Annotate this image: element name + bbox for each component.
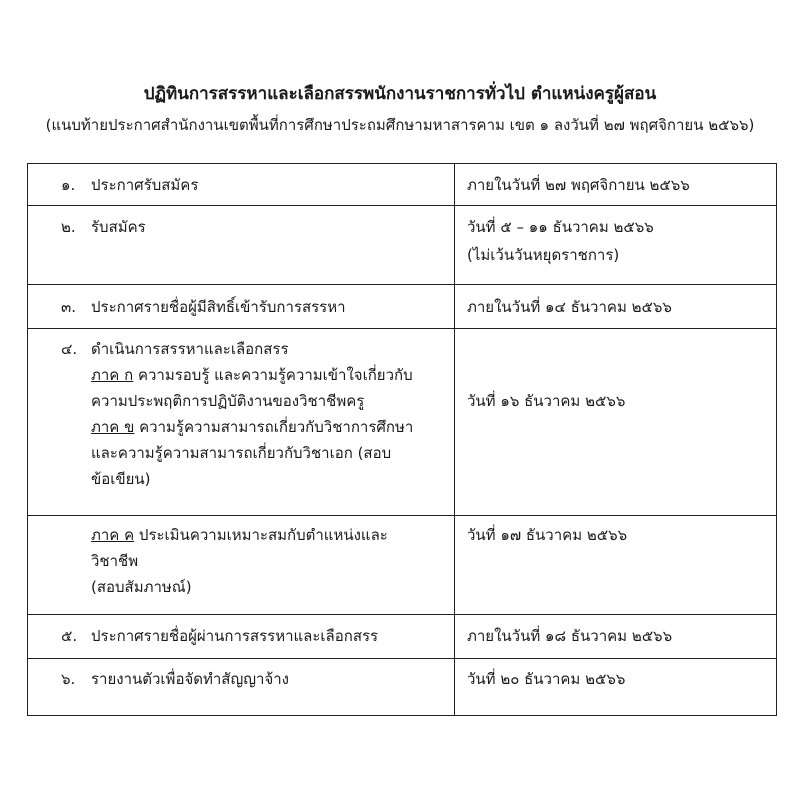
date-cell: [455, 329, 777, 516]
date-text: วันที่ ๒๐ ธันวาคม ๒๕๖๖: [467, 670, 626, 688]
date-text: วันที่ ๑๗ ธันวาคม ๒๕๖๖: [467, 526, 628, 544]
row-number: ๒.: [61, 218, 76, 236]
activity-label: รายงานตัวเพื่อจัดทำสัญญาจ้าง: [91, 670, 289, 688]
part-c-line: [91, 522, 451, 548]
part-c-text-2: วิชาชีพ: [91, 552, 139, 570]
activity-label: ประกาศรายชื่อผู้มีสิทธิ์เข้ารับการสรรหา: [91, 298, 346, 316]
row-number: ๑.: [61, 176, 76, 194]
part-a-line: [91, 362, 451, 388]
part-b-tag: ภาค ข: [91, 418, 135, 436]
table-row: [28, 516, 777, 615]
date-text: วันที่ ๑๖ ธันวาคม ๒๕๖๖: [467, 392, 626, 410]
date-cell: [455, 659, 777, 716]
date-cell: [455, 285, 777, 329]
activity-cell: [28, 659, 455, 716]
page-subtitle: (แนบท้ายประกาศสำนักงานเขตพื้นที่การศึกษาประถมศึกษามหาสารคาม เขต ๑ ลงวันที่ ๒๗ พฤศจิกายน ๒๕๖๖): [45, 116, 755, 134]
date-cell: [455, 615, 777, 659]
activity-label: ประกาศรายชื่อผู้ผ่านการสรรหาและเลือกสรร: [91, 627, 379, 645]
date-note: (ไม่เว้นวันหยุดราชการ): [467, 246, 620, 264]
row-number: ๓.: [61, 298, 77, 316]
activity-label: รับสมัคร: [91, 218, 146, 236]
date-text: ภายในวันที่ ๒๗ พฤศจิกายน ๒๕๖๖: [467, 176, 690, 194]
part-b-line: [91, 414, 451, 440]
activity-label: ประกาศรับสมัคร: [91, 176, 199, 194]
date-text: วันที่ ๕ – ๑๑ ธันวาคม ๒๕๖๖: [467, 218, 654, 236]
row-number: ๖.: [61, 670, 76, 688]
date-cell: [455, 164, 777, 206]
table-row: [28, 164, 777, 206]
part-c-text-3: (สอบสัมภาษณ์): [91, 578, 192, 596]
activity-cell: [28, 615, 455, 659]
row-number: ๔.: [61, 340, 78, 358]
table-row: [28, 615, 777, 659]
schedule-table: [27, 163, 777, 716]
date-text: ภายในวันที่ ๑๔ ธันวาคม ๒๕๖๖: [467, 298, 672, 316]
part-a-text-2: ความประพฤติการปฏิบัติงานของวิชาชีพครู: [91, 392, 365, 410]
part-a-tag: ภาค ก: [91, 366, 134, 384]
activity-cell: [28, 285, 455, 329]
part-b-text: ความรู้ความสามารถเกี่ยวกับวิชาการศึกษา: [134, 418, 414, 436]
part-b-text-2: และความรู้ความสามารถเกี่ยวกับวิชาเอก (สอบ: [91, 444, 392, 462]
part-a-text: ความรอบรู้ และความรู้ความเข้าใจเกี่ยวกับ: [133, 366, 413, 384]
table-row: [28, 329, 777, 516]
page-title: ปฏิทินการสรรหาและเลือกสรรพนักงานราชการทั่วไป ตำแหน่งครูผู้สอน: [143, 84, 657, 104]
activity-cell: [28, 164, 455, 206]
activity-cell: [28, 329, 455, 516]
activity-cell: [28, 516, 455, 615]
part-b-text-3: ข้อเขียน): [91, 470, 151, 488]
date-text: ภายในวันที่ ๑๘ ธันวาคม ๒๕๖๖: [467, 627, 673, 645]
row-number: ๕.: [61, 627, 78, 645]
activity-label: ดำเนินการสรรหาและเลือกสรร: [91, 340, 289, 358]
date-cell: [455, 516, 777, 615]
part-c-tag: ภาค ค: [91, 526, 135, 544]
table-row: [28, 659, 777, 716]
table-row: [28, 206, 777, 285]
part-c-text: ประเมินความเหมาะสมกับตำแหน่งและ: [134, 526, 388, 544]
activity-cell: [28, 206, 455, 285]
date-cell: [455, 206, 777, 285]
table-row: [28, 285, 777, 329]
